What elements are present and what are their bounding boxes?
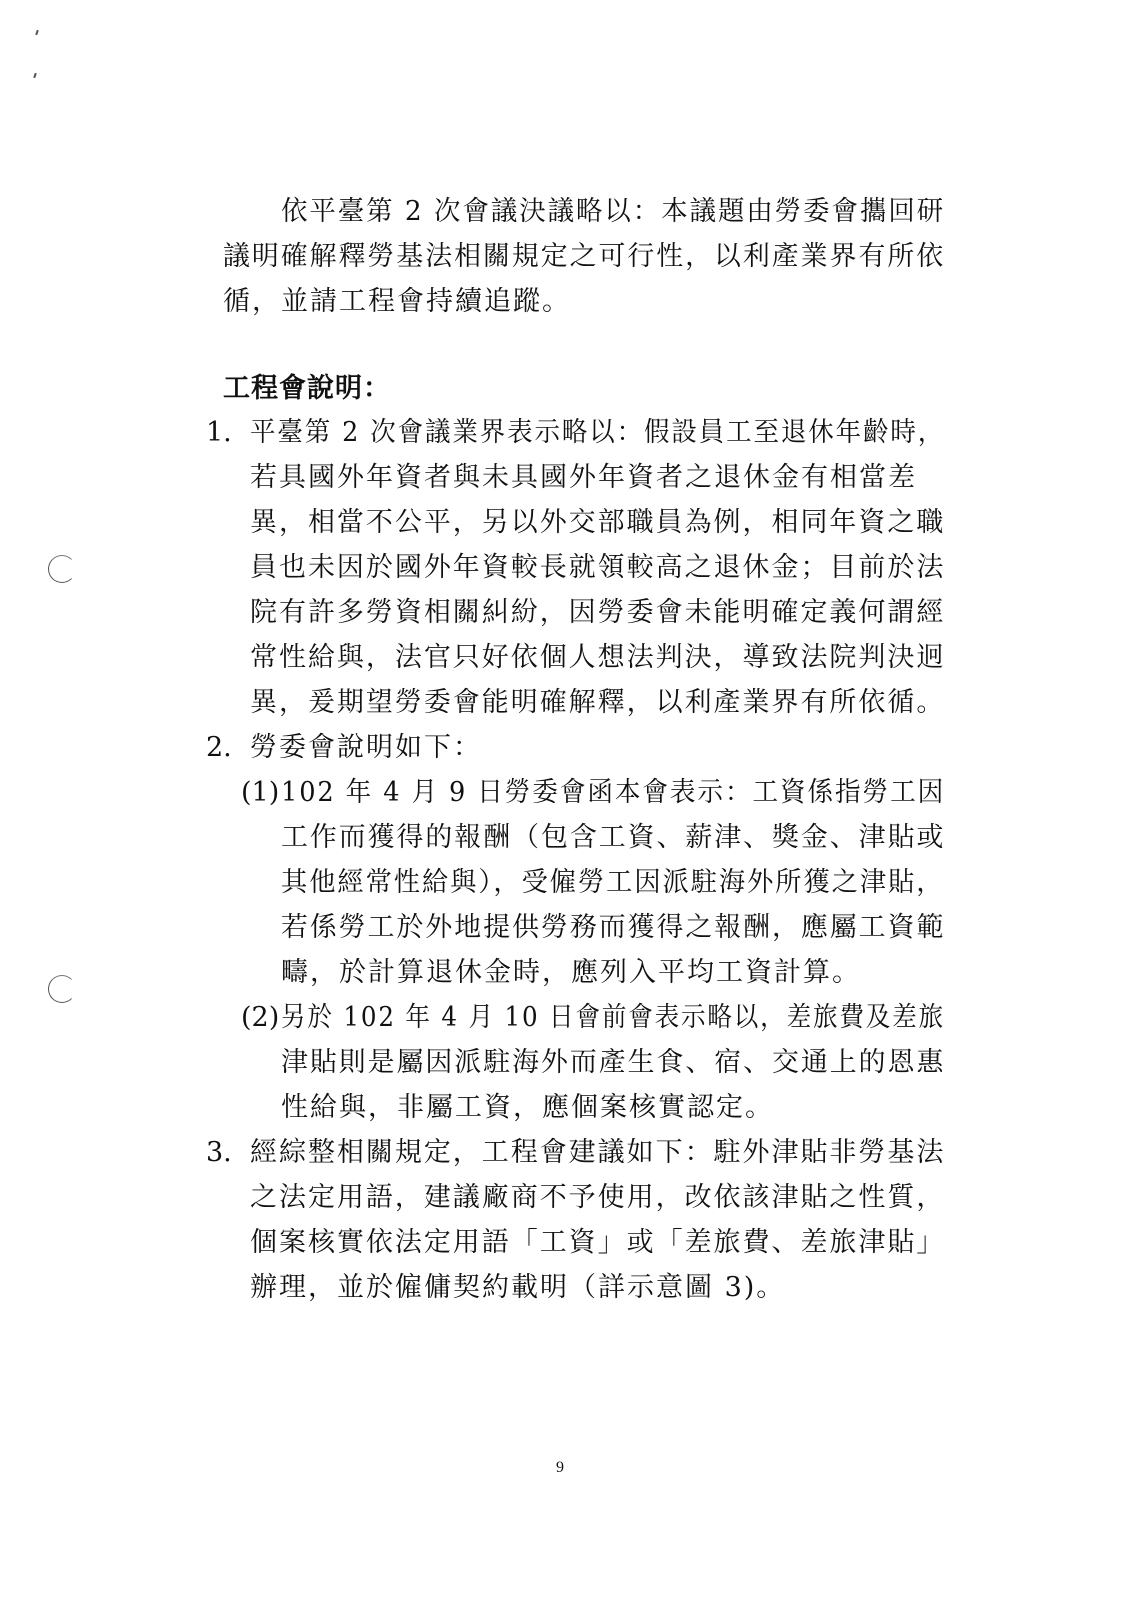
item-line: 常性給與，法官只好依個人想法判決，導致法院判決迥 [250,642,946,673]
item-line: 個案核實依法定用語「工資」或「差旅費、差旅津貼」 [250,1227,946,1258]
subitem-line: 性給與，非屬工資，應個案核實認定。 [281,1092,774,1123]
scan-mark [35,30,39,35]
item-number: 1. [206,417,232,448]
subitem-line: 其他經常性給與），受僱勞工因派駐海外所獲之津貼， [281,867,945,898]
subitem-number: (2) [241,1002,280,1033]
intro-line: 依平臺第 2 次會議決議略以：本議題由勞委會攜回研 [281,196,946,227]
scan-mark [33,73,37,78]
item-line: 異，相當不公平，另以外交部職員為例，相同年資之職 [250,507,946,538]
item-number: 2. [206,732,232,763]
item-line: 若具國外年資者與未具國外年資者之退休金有相當差 [250,462,917,493]
punch-hole [48,555,76,583]
subitem-line: 102 年 4 月 9 日勞委會函本會表示：工資係指勞工因 [281,777,946,808]
item-line: 之法定用語，建議廠商不予使用，改依該津貼之性質， [250,1182,946,1213]
page-number: 9 [556,1459,564,1476]
item-line: 員也未因於國外年資較長就領較高之退休金；目前於法 [250,552,946,583]
section-heading: 工程會說明： [223,373,391,404]
item-line: 異，爰期望勞委會能明確解釋，以利產業界有所依循。 [250,687,946,718]
item-line: 經綜整相關規定，工程會建議如下：駐外津貼非勞基法 [250,1137,946,1168]
subitem-line: 若係勞工於外地提供勞務而獲得之報酬，應屬工資範 [281,912,946,943]
intro-line: 循，並請工程會持續追蹤。 [223,286,571,317]
subitem-line: 津貼則是屬因派駐海外而產生食、宿、交通上的恩惠 [281,1047,946,1078]
punch-hole [48,975,76,1003]
subitem-line: 工作而獲得的報酬（包含工資、薪津、獎金、津貼或 [281,822,946,853]
subitem-line: 疇，於計算退休金時，應列入平均工資計算。 [281,957,861,988]
item-line: 辦理，並於僱傭契約載明（詳示意圖 3)。 [250,1272,786,1303]
item-line: 院有許多勞資相關糾紛，因勞委會未能明確定義何謂經 [250,597,946,628]
intro-line: 議明確解釋勞基法相關規定之可行性，以利產業界有所依 [223,241,946,272]
item-line: 平臺第 2 次會議業界表示略以：假設員工至退休年齡時， [250,417,946,448]
item-number: 3. [206,1137,232,1168]
item-line: 勞委會說明如下： [250,732,482,763]
subitem-number: (1) [241,777,280,808]
subitem-line: 另於 102 年 4 月 10 日會前會表示略以，差旅費及差旅 [281,1002,945,1033]
